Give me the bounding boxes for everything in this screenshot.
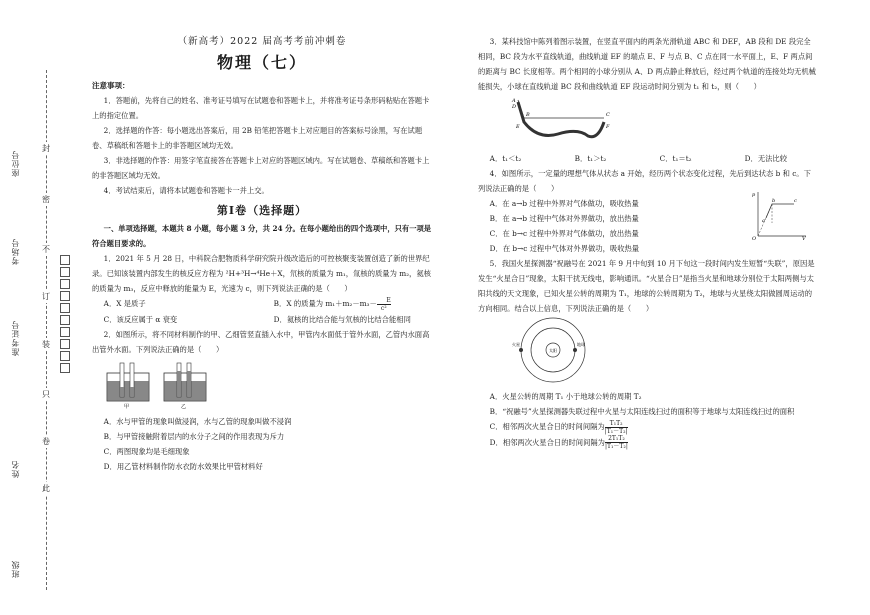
- option-c: C．两图现象均是毛细现象: [103, 446, 190, 456]
- label-mars: 火星: [512, 342, 520, 347]
- process-path: [766, 204, 794, 218]
- water-jia: [107, 381, 148, 401]
- binding-char: 封: [42, 144, 50, 153]
- label-p: p: [752, 192, 756, 198]
- label-a: a: [762, 218, 765, 224]
- option-b: B．t₁＞t₂: [574, 154, 607, 163]
- label-f: F: [606, 124, 610, 130]
- notice-item: 4．考试结束后，请将本试题卷和答题卡一并上交。: [103, 186, 269, 195]
- option-b: B．X 的质量为 m₁＋m₂－m₃－ $\frac{E}{\text{c²}}$: [273, 296, 391, 312]
- label-c: c: [794, 198, 797, 204]
- label-earth: 地球: [577, 342, 585, 347]
- binding-char: 装: [42, 340, 50, 349]
- option-d: D．氦核的比结合能与氘核的比结合能相同: [273, 314, 411, 324]
- option-c: C．相邻两次火星合日的时间间隔为 $\frac{\text{T₁T₂}}{\text{|T₁－T₂|}}$: [489, 419, 628, 435]
- admission-number-boxes: [60, 255, 70, 375]
- option-d: D．无法比较: [744, 154, 788, 163]
- binding-char: 卷: [42, 437, 50, 446]
- binding-char: 只: [42, 390, 50, 399]
- notice-heading: 注意事项：: [92, 81, 130, 90]
- track-abc: [518, 100, 604, 118]
- track-figure: [508, 94, 618, 146]
- subject-title: 物理（七）: [216, 53, 307, 72]
- name-field: 姓名: [11, 460, 20, 478]
- pv-diagram: [748, 188, 808, 240]
- option-d: D．用乙管材料制作防水衣防水效果比甲管材料好: [103, 461, 263, 471]
- option-d: D．相邻两次火星合日的时间间隔为 $\frac{\text{2T₁T₂}}{\text{|T₁－T₂|}}$: [489, 435, 628, 450]
- mars: [519, 348, 523, 352]
- question-1-options-row2: [92, 312, 432, 327]
- notice-item: 3．非选择题的作答：用签字笔直接答在答题卡上对应的答题区域内。写在试题卷、草稿纸和答题卡上的非答题区域均无效。: [92, 156, 430, 180]
- question-1-stem: 1．2021 年 5 月 28 日，中科院合肥物质科学研究院升级改造后的可控核聚变装置创造了新的世界纪录。已知该装置内部发生的核反应方程为 ²H+³H→⁴He＋X，氘核的质量为 m₁，氚核的质量为 m₂，氦核的质量为 m₃，反应中释放的能量为 E，光速为 c，则下列说法正确的是（ ）: [92, 254, 431, 293]
- option-a: A．火星公转的周期 T₁ 小于地球公转的周期 T₂: [489, 392, 642, 401]
- question-4-stem: 4．如图所示，一定量的理想气体从状态 a 开始，经历两个状态变化过程，先后到达状态 b 和 c。下列说法正确的是（ ）: [478, 169, 811, 193]
- binding-char: 此: [42, 484, 50, 493]
- binding-char: 密: [42, 195, 50, 204]
- option-c: C．t₁＝t₂: [659, 154, 692, 163]
- fraction: $\frac{\text{2T₁T₂}}{\text{|T₁－T₂|}}$: [604, 435, 628, 450]
- fraction: $\frac{\text{T₁T₂}}{\text{|T₁－T₂|}}$: [604, 419, 628, 435]
- label-e: E: [516, 124, 520, 130]
- option-b: B．在 a→b 过程中气体对外界做功，放出热量: [489, 214, 639, 223]
- option-c: C．在 b→c 过程中外界对气体做功，放出热量: [489, 229, 639, 238]
- water-in-tube: [120, 387, 123, 397]
- binding-strip: [0, 0, 80, 615]
- label-c: C: [606, 112, 610, 118]
- exam-title: （新高考）2022 届高考考前冲刺卷: [177, 36, 347, 47]
- question-1-options-row1: [92, 296, 432, 312]
- label-yi: 乙: [181, 403, 187, 409]
- option-b: B．“祝融号”火星探测器失联过程中火星与太阳连线扫过的面积等于地球与太阳连线扫过的面积: [489, 407, 795, 416]
- left-column: [92, 34, 432, 474]
- seat-number-field: 座位号: [11, 150, 20, 177]
- label-sun: 太阳: [549, 348, 557, 353]
- admission-number-field: 准考证号: [11, 320, 20, 356]
- question-5-stem: 5．我国火星探测器“祝融号在 2021 年 9 月中旬到 10 月下旬这一段时间内发生短暂“失联”，原因是发生“火星合日”现象，太阳干扰无线电，影响通讯。“火星合日”是指当火星和地球分别位于太阳两侧与太阳共线的天文现象，已知火星公转的周期为 T₁，地球的公转周期为 T₂，地球与火星绕太阳做圆周运动的方向相同。结合以上信息，下列说法正确的是（ ）: [478, 259, 815, 313]
- fraction: $\frac{E}{\text{c²}}$: [377, 297, 391, 312]
- orbit-figure: [498, 316, 608, 384]
- option-d: D．在 b→c 过程中气体对外界做功，吸收热量: [489, 244, 640, 253]
- label-o: O: [752, 236, 757, 240]
- water-in-tube: [177, 371, 180, 397]
- label-jia: 甲: [124, 403, 130, 409]
- label-a: A: [512, 98, 516, 104]
- section-intro: 一、单项选择题，本题共 8 小题，每小题 3 分，共 24 分。在每小题给出的四个选项中，只有一项是符合题目要求的。: [92, 224, 432, 248]
- water-in-tube: [130, 387, 133, 397]
- exam-room-field: 考场号: [11, 238, 20, 265]
- option-a: A．X 是质子: [103, 299, 146, 308]
- question-3-options: [478, 151, 818, 166]
- water-yi: [164, 381, 205, 401]
- option-c: C．该反应属于 α 衰变: [103, 314, 178, 324]
- notice-item: 1．答题前，先将自己的姓名、准考证号填写在试题卷和答题卡上，并将准考证号条形码粘贴在答题卡上的指定位置。: [92, 96, 430, 120]
- question-4-options-block: [478, 192, 818, 256]
- track-def: [518, 102, 604, 137]
- binding-char: 不: [42, 245, 50, 254]
- question-3-stem: 3．某科技馆中陈列着图示装置，在竖直平面内的两条光滑轨道 ABC 和 DEF，AB 段和 DE 段完全相同，BC 段为水平直线轨道，曲线轨道 EF 的端点 E、F 与点 B、C 点在同一水平面上，E、F 两点间的距离与 BC 长度相等。两个相同的小球分别从 A、D 两点静止释放后，经过两个轨道的连接处均无机械能损失，小球在直线轨道 BC 段和曲线轨道 EF 段运动时间分别为 t₁ 和 t₂，则（ ）: [478, 37, 816, 91]
- label-b: B: [526, 112, 530, 118]
- class-field: 班级: [11, 560, 20, 578]
- notice-item: 2．选择题的作答：每小题选出答案后，用 2B 铅笔把答题卡上对应题目的答案标号涂黑，写在试题卷、草稿纸和答题卡上的非答题区域均无效。: [92, 126, 423, 150]
- right-column: [478, 34, 818, 450]
- water-in-tube: [187, 371, 190, 397]
- section-title: 第Ⅰ卷（选择题）: [216, 204, 308, 217]
- capillary-tubes-figure: [102, 357, 222, 409]
- label-d: D: [512, 104, 517, 110]
- option-a: A．水与甲管的现象叫做浸润，水与乙管的现象叫做不浸润: [103, 416, 292, 426]
- binding-char: 订: [42, 292, 50, 301]
- option-a: A．t₁＜t₂: [489, 154, 522, 163]
- question-2-stem: 2．如图所示，将不同材料制作的甲、乙细管竖直插入水中，甲管内水面低于管外水面，乙管内水面高出管外水面。下列说法正确的是（ ）: [92, 329, 430, 354]
- option-a: A．在 a→b 过程中外界对气体做功，吸收热量: [489, 199, 639, 208]
- label-v: V: [802, 236, 806, 240]
- option-b: B．与甲管接触附着层内的水分子之间的作用表现为斥力: [103, 431, 285, 441]
- earth: [573, 348, 577, 352]
- label-b: b: [772, 198, 776, 204]
